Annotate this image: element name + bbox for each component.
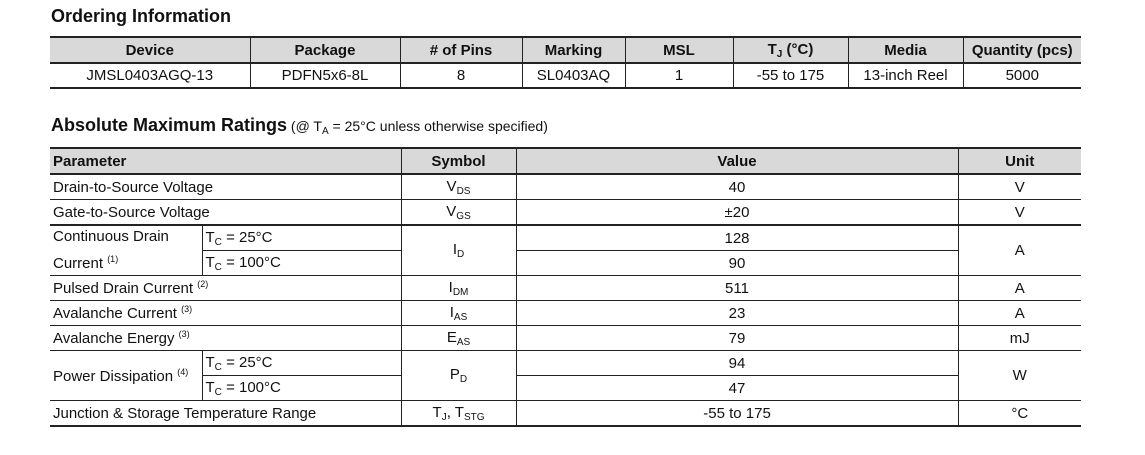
col-device: Device: [50, 37, 250, 63]
unit-pd: W: [958, 351, 1081, 401]
condition-pd-100c: $T_C = 100^\circ C$: [202, 376, 401, 401]
unit-id: A: [958, 225, 1081, 276]
value-id-100c: 90: [516, 251, 958, 276]
param-id: Continuous Drain Current $^{(1)}$: [50, 225, 202, 276]
col-package: Package: [250, 37, 400, 63]
ordering-info-table: [50, 36, 1081, 89]
value-vds: 40: [516, 174, 958, 200]
unit-tj-tstg: °C: [958, 401, 1081, 427]
symbol-id: $I_D$: [401, 225, 516, 276]
symbol-ias: $I_{AS}$: [401, 301, 516, 326]
col-msl: MSL: [625, 37, 733, 63]
table-row: [50, 251, 1081, 276]
col-quantity: Quantity (pcs): [963, 37, 1081, 63]
table-row: [50, 63, 1081, 88]
table-row: [50, 376, 1081, 401]
col-symbol: Symbol: [401, 148, 516, 174]
ordering-header-row: [50, 37, 1081, 63]
param-vgs: Gate-to-Source Voltage: [50, 200, 401, 226]
col-parameter: Parameter: [50, 148, 401, 174]
abs-title: Absolute Maximum Ratings: [51, 115, 288, 135]
value-tj-tstg: -55 to 175: [516, 401, 958, 427]
param-idm: Pulsed Drain Current $^{(2)}$: [50, 276, 401, 301]
value-pd-100c: 47: [516, 376, 958, 401]
table-row: [50, 301, 1081, 326]
symbol-vds: $V_{DS}$: [401, 174, 516, 200]
table-row: [50, 326, 1081, 351]
col-value: Value: [516, 148, 958, 174]
value-idm: 511: [516, 276, 958, 301]
value-eas: 79: [516, 326, 958, 351]
abs-max-ratings-table: [50, 147, 1081, 427]
condition-id-100c: $T_C = 100^\circ C$: [202, 251, 401, 276]
cell-package: PDFN5x6-8L: [250, 63, 400, 88]
value-ias: 23: [516, 301, 958, 326]
col-unit: Unit: [958, 148, 1081, 174]
unit-eas: mJ: [958, 326, 1081, 351]
symbol-vgs: $V_{GS}$: [401, 200, 516, 226]
abs-header-row: [50, 148, 1081, 174]
table-row: [50, 401, 1081, 427]
condition-id-25c: $T_C = 25^\circ C$: [202, 225, 401, 251]
abs-max-ratings-heading: [51, 115, 548, 137]
cell-quantity: 5000: [963, 63, 1081, 88]
abs-condition-note: (@ $T_A = 25^\circ C$ unless otherwise specified): [287, 118, 548, 137]
cell-tj: -55 to 175: [733, 63, 848, 88]
unit-ias: A: [958, 301, 1081, 326]
symbol-idm: $I_{DM}$: [401, 276, 516, 301]
unit-vgs: V: [958, 200, 1081, 226]
table-row: [50, 200, 1081, 226]
param-eas: Avalanche Energy $^{(3)}$: [50, 326, 401, 351]
value-pd-25c: 94: [516, 351, 958, 376]
unit-idm: A: [958, 276, 1081, 301]
symbol-eas: $E_{AS}$: [401, 326, 516, 351]
value-vgs: ±20: [516, 200, 958, 226]
param-tj-tstg: Junction & Storage Temperature Range: [50, 401, 401, 427]
table-row: [50, 276, 1081, 301]
symbol-pd: $P_D$: [401, 351, 516, 401]
value-id-25c: 128: [516, 225, 958, 251]
cell-pins: 8: [400, 63, 522, 88]
param-ias: Avalanche Current $^{(3)}$: [50, 301, 401, 326]
cell-media: 13-inch Reel: [848, 63, 963, 88]
condition-pd-25c: $T_C = 25^\circ C$: [202, 351, 401, 376]
symbol-tj-tstg: $T_J$, $T_{STG}$: [401, 401, 516, 427]
table-row: [50, 225, 1081, 251]
table-row: [50, 351, 1081, 376]
unit-vds: V: [958, 174, 1081, 200]
col-marking: Marking: [522, 37, 625, 63]
col-pins: # of Pins: [400, 37, 522, 63]
cell-msl: 1: [625, 63, 733, 88]
param-pd: Power Dissipation $^{(4)}$: [50, 351, 202, 401]
param-vds: Drain-to-Source Voltage: [50, 174, 401, 200]
col-media: Media: [848, 37, 963, 63]
ordering-info-heading: Ordering Information: [51, 6, 231, 26]
cell-device: JMSL0403AGQ-13: [50, 63, 250, 88]
col-tj: $T_J$ (°C): [733, 37, 848, 63]
table-row: [50, 174, 1081, 200]
cell-marking: SL0403AQ: [522, 63, 625, 88]
